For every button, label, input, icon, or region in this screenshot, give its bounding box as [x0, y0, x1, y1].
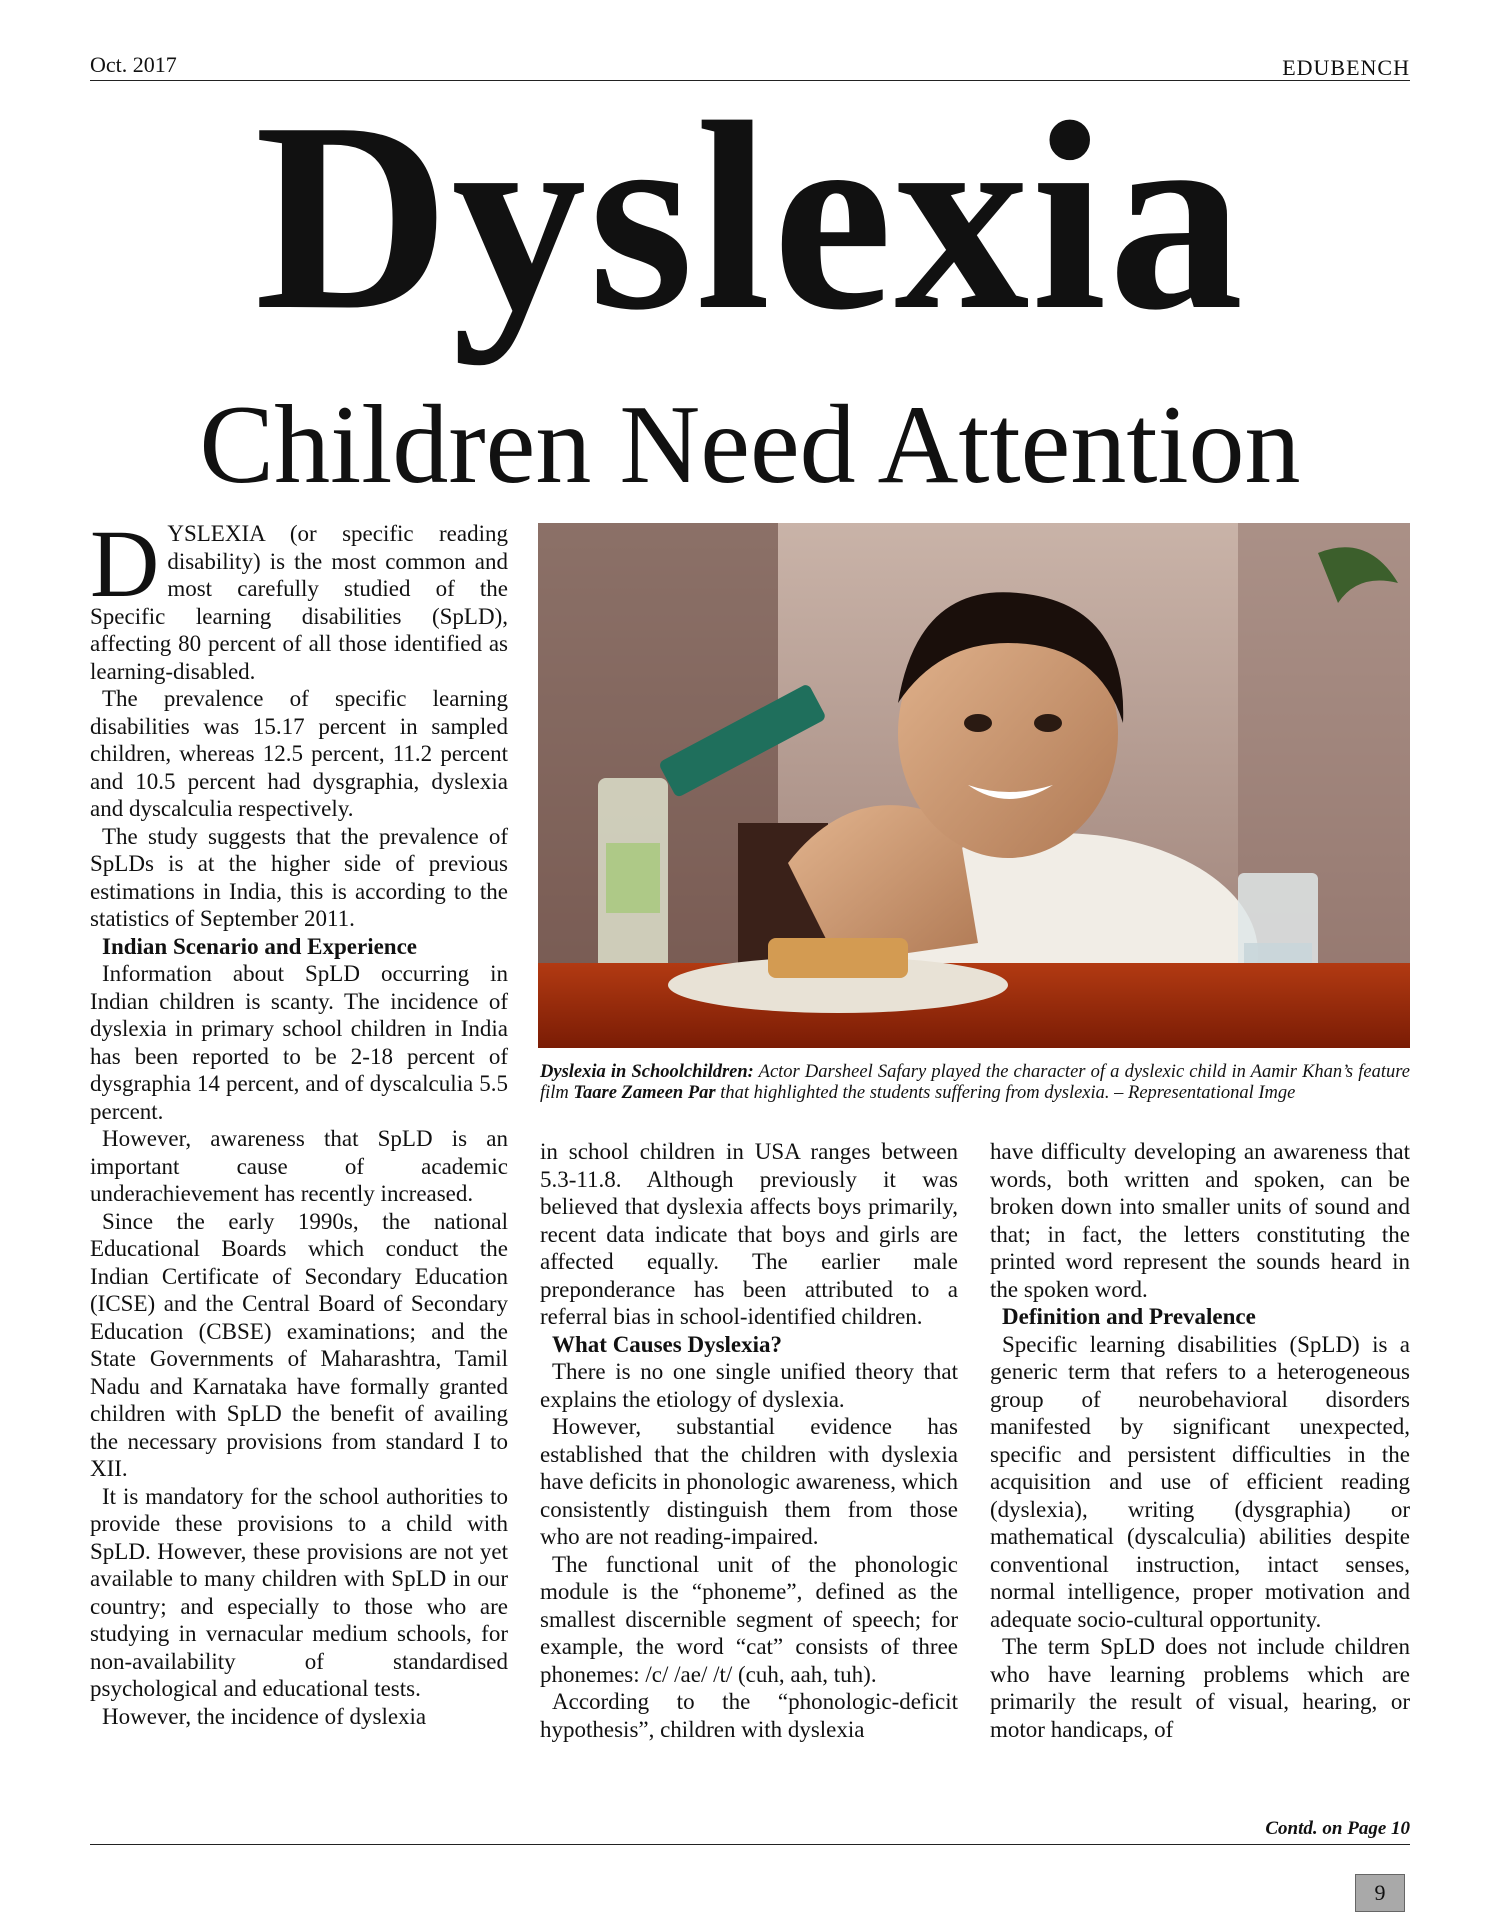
paragraph: The prevalence of specific learning disabilities was 15.17 percent in sampled children, whereas 12.5 percent, 11.2 percent and 10.5 percent had dysgraphia, dyslexia and dyscalculia respectively. — [90, 686, 508, 821]
lead-paragraph: DYSLEXIA (or specific reading disability) is the most common and most carefully studied of the Specific learning disabilities (SpLD), affecting 80 percent of all those identified as learning-disabled. — [90, 510, 508, 684]
publication-name: EDUBENCH — [1282, 55, 1410, 80]
paragraph: There is no one single unified theory that explains the etiology of dyslexia. — [540, 1359, 958, 1412]
subheadline: Children Need Attention — [199, 383, 1301, 507]
article-column-2 — [540, 1138, 958, 1743]
section-heading: What Causes Dyslexia? — [552, 1331, 783, 1357]
paragraph: However, the incidence of dyslexia — [102, 1703, 427, 1729]
article-photo — [538, 523, 1410, 1048]
page-number: 9 — [1355, 1874, 1405, 1912]
photo-caption: Dyslexia in Schoolchildren: Actor Darsheel Safary played the character of a dyslexic child in Aamir Khan’s feature film Taare Zameen Par that highlighted the students suffering from dyslexia. – Representational Imge — [540, 1062, 1411, 1103]
paragraph: The term SpLD does not include children who have learning problems which are primarily the result of visual, hearing, or motor handicaps, of — [990, 1634, 1410, 1742]
section-heading: Indian Scenario and Experience — [102, 933, 418, 959]
paragraph: It is mandatory for the school authorities to provide these provisions to a child with SpLD. However, these provisions are not yet available to many children with SpLD in our country; and especially to those who are studying in vernacular medium schools, for non-availability of standardised psychological and educational tests. — [90, 1483, 508, 1701]
photo-illustration — [538, 523, 1410, 1048]
article-column-1 — [90, 510, 508, 1730]
paragraph: According to the “phonologic-deficit hypothesis”, children with dyslexia — [540, 1689, 958, 1742]
paragraph: in school children in USA ranges between 5.3-11.8. Although previously it was believed that dyslexia affects boys primarily, recent data indicate that boys and girls are affected equally. The earlier male preponderance has been attributed to a referral bias in school-identified children. — [540, 1139, 958, 1329]
paragraph: However, awareness that SpLD is an important cause of academic underachievement has recently increased. — [90, 1126, 508, 1206]
paragraph: have difficulty developing an awareness that words, both written and spoken, can be broken down into smaller units of sound and that; in fact, the letters constituting the printed word represent the sounds heard in the spoken word. — [990, 1139, 1410, 1302]
paragraph: Since the early 1990s, the national Educational Boards which conduct the Indian Certificate of Secondary Education (ICSE) and the Central Board of Secondary Education (CBSE) examinations; and the State Governments of Maharashtra, Tamil Nadu and Karnataka have formally granted children with SpLD the benefit of availing the necessary provisions from standard I to XII. — [90, 1208, 508, 1481]
paragraph: The functional unit of the phonologic module is the “phoneme”, defined as the smallest discernible segment of speech; for example, the word “cat” consists of three phonemes: /c/ /ae/ /t/ (cuh, aah, tuh). — [540, 1551, 958, 1687]
drop-cap: D — [90, 510, 160, 617]
paragraph: Specific learning disabilities (SpLD) is a generic term that refers to a heterogeneous group of neurobehavioral disorders manifested by significant unexpected, specific and persistent difficulties in the acquisition and use of efficient reading (dyslexia), writing (dysgraphia) or mathematical (dyscalculia) abilities despite conventional instruction, intact senses, normal intelligence, proper motivation and adequate socio-cultural opportunity. — [990, 1331, 1410, 1632]
footer-rule — [90, 1844, 1410, 1845]
continued-note: Contd. on Page 10 — [1265, 1818, 1410, 1839]
headline: Dyslexia — [254, 67, 1246, 366]
issue-date: Oct. 2017 — [90, 52, 177, 77]
paragraph: Information about SpLD occurring in Indian children is scanty. The incidence of dyslexia in primary school children in India has been reported to be 2-18 percent of dysgraphia 14 percent, and of dyscalculia 5.5 percent. — [90, 961, 508, 1124]
article-column-3 — [990, 1138, 1410, 1743]
section-heading: Definition and Prevalence — [1002, 1304, 1256, 1329]
paragraph: The study suggests that the prevalence of SpLDs is at the higher side of previous estimations in India, this is according to the statistics of September 2011. — [90, 823, 508, 931]
paragraph: However, substantial evidence has established that the children with dyslexia have deficits in phonologic awareness, which consistently distinguish them from those who are not reading-impaired. — [540, 1414, 958, 1549]
